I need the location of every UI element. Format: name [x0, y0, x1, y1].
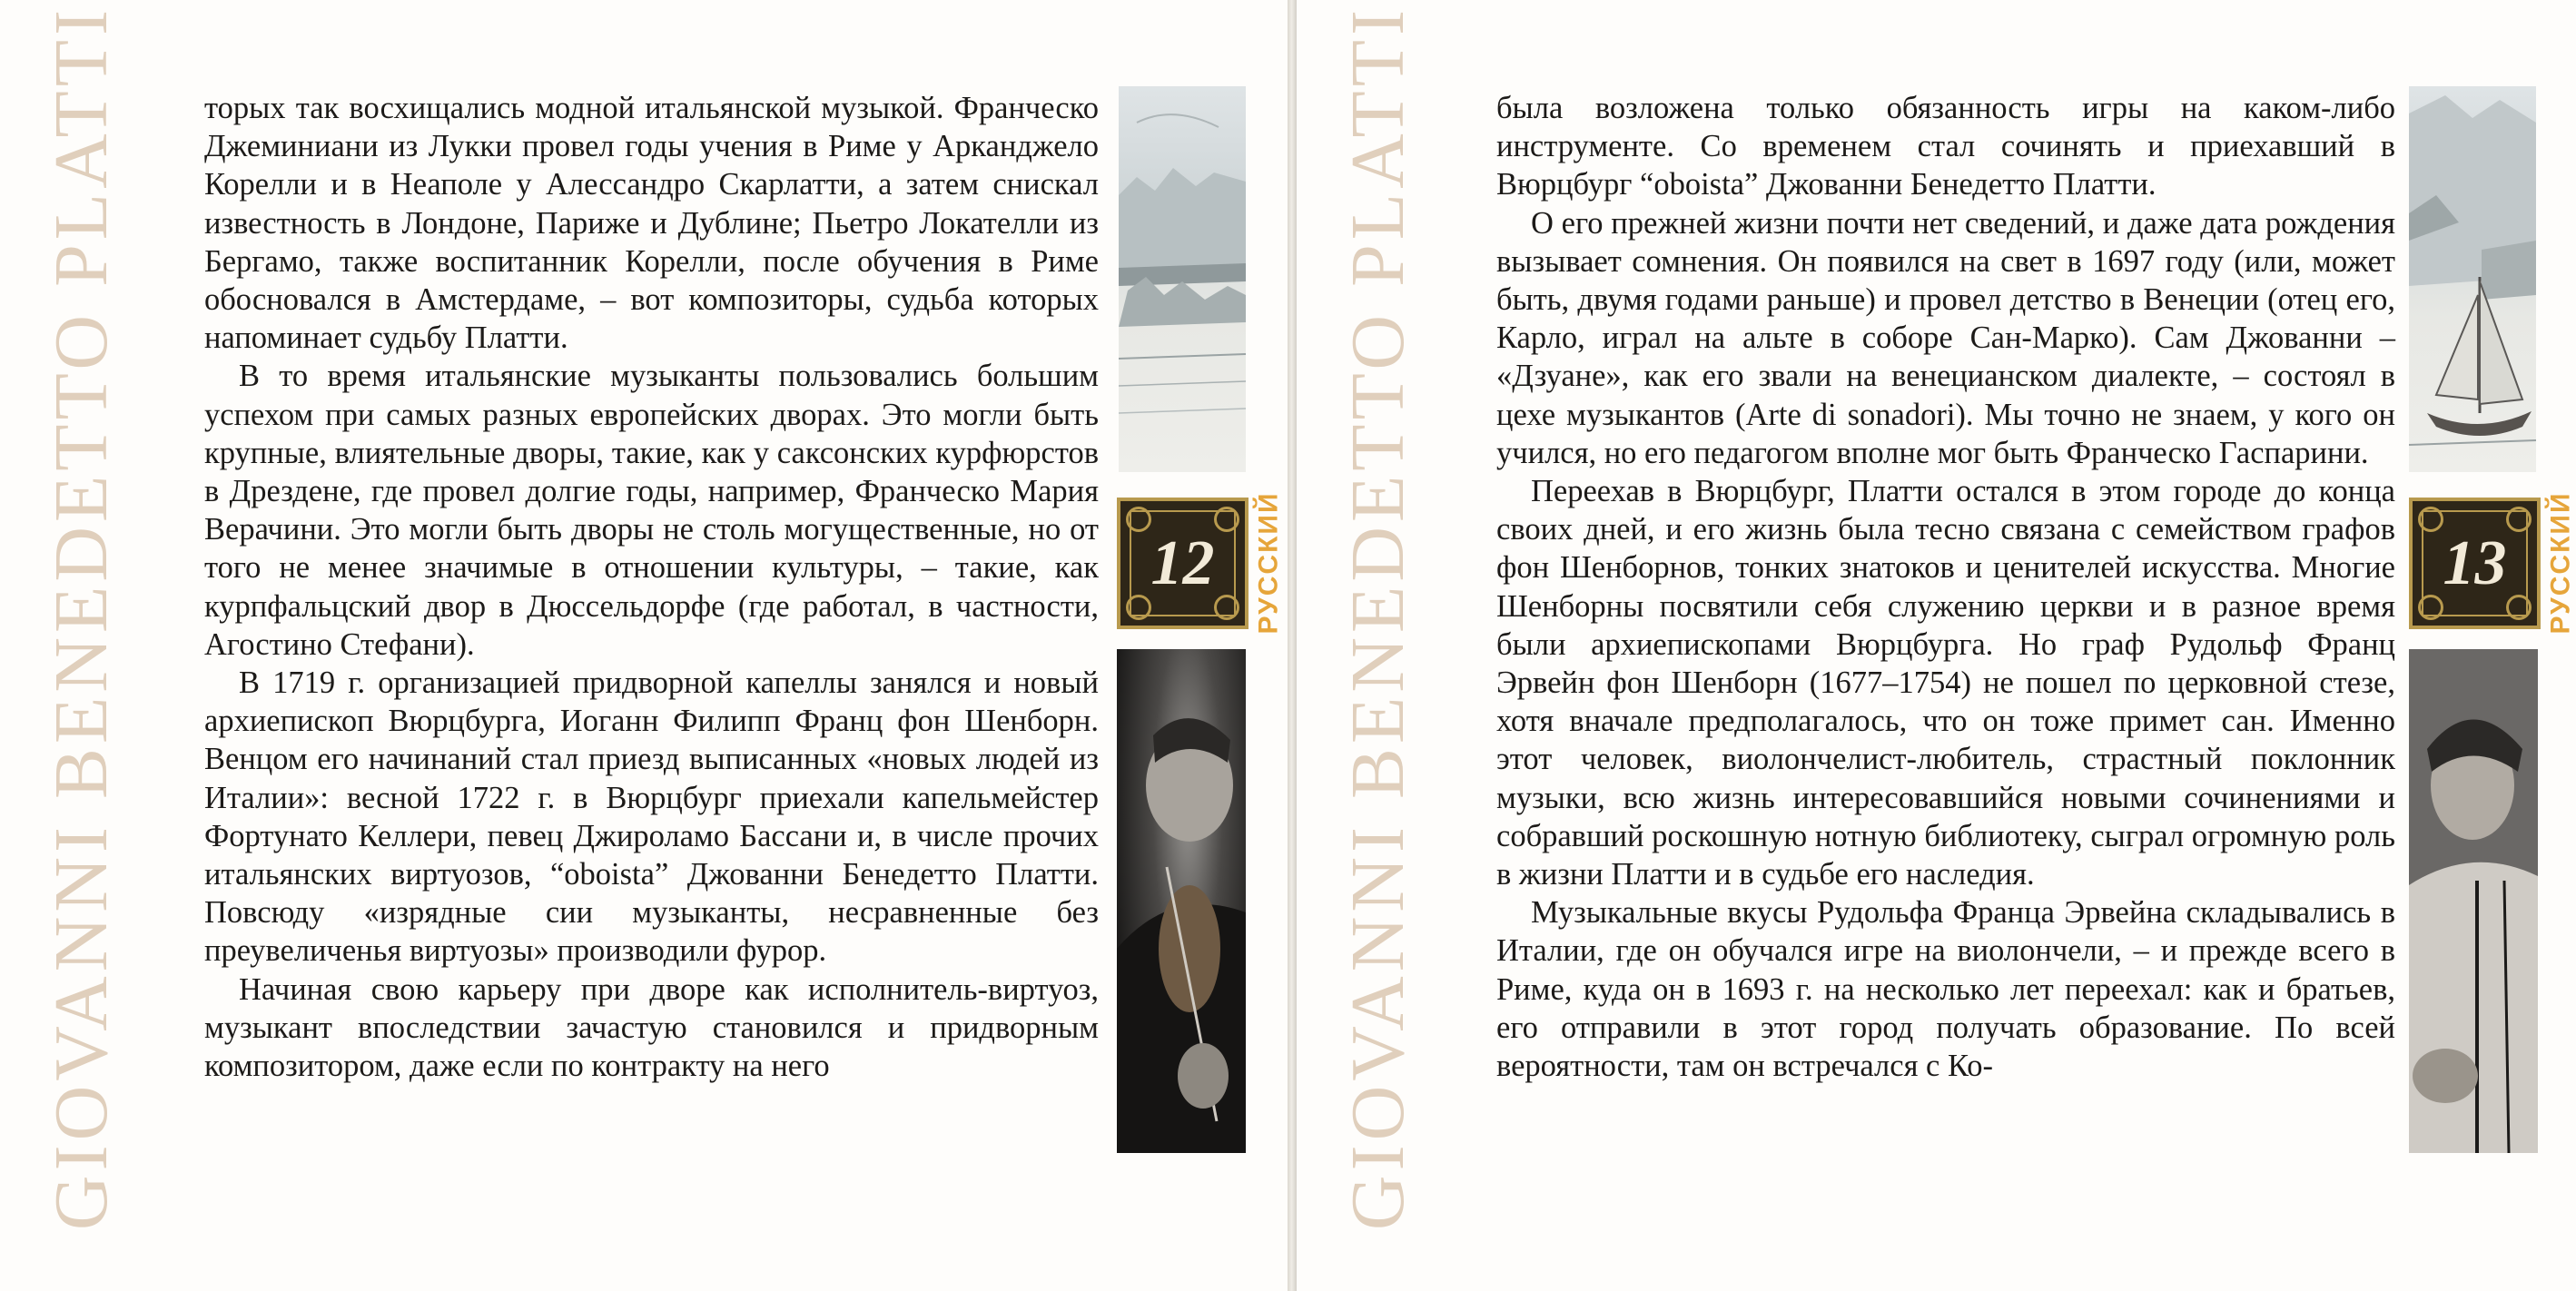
spine-title-text: GIOVANNI BENEDETTO PLATTI: [1336, 5, 1421, 1230]
cellist-photo-drawing: [2409, 649, 2538, 1153]
language-label-text: РУССКИЙ: [1254, 491, 1285, 635]
paragraph: Музыкальные вкусы Рудольфа Франца Эрвейна складывались в Италии, где он обучался игре на виолончели, – и прежде всего в Риме, куда он в 1693 г. на несколько лет переехал: как и братьев, его отправили в этот город получать образование. По всей вероятности, там он встречался с Ко-: [1496, 895, 2395, 1084]
sailing-ship-sketch-image: [2409, 86, 2536, 472]
page-number: 13: [2443, 527, 2507, 598]
paragraph: торых так восхищались модной итальянской музыкой. Франческо Джеминиани из Лукки провел годы учения в Риме у Арканджело Корелли и в Неаполе у Алессандро Скарлатти, а затем снискал известность в Лондоне, Париже и Дублине; Пьетро Локателли из Бергамо, также воспитанник Корелли, после обучения в Риме обосновался в Амстердаме, – вот композиторы, судьба которых напоминает судьбу Платти.: [204, 91, 1099, 356]
violinist-photo: [1117, 649, 1246, 1153]
paragraph: Переехав в Вюрцбург, Платти остался в этом городе до конца своих дней, и его жизнь была тесно связана с семейством графов фон Шенборнов, тонких знатоков и ценителей искусства. Многие Шенборны посвятили себя служению церкви и в разное время были архиепископами Вюрцбурга. Но граф Рудольф Франц Эрвейн фон Шенборн (1677–1754) не пошел по церковной стезе, хотя вначале предполагалось, что он тоже примет сан. Именно этот человек, виолончелист-любитель, страстный поклонник музыки, всю жизнь интересовавшийся новыми сочинениями и собравший роскошную нотную библиотеку, сыграл огромную роль в жизни Платти и в судьбе его наследия.: [1496, 474, 2395, 892]
violinist-photo-drawing: [1117, 649, 1246, 1153]
language-label: [2543, 491, 2576, 635]
paragraph: В 1719 г. организацией придворной капеллы занялся и новый архиепископ Вюрцбурга, Иоганн Филипп Франц фон Шенборн. Венцом его начинаний стал приезд выписанных «новых людей из Италии»: весной 1722 г. в Вюрцбург приехали капельмейстер Фортунато Келлери, певец Джироламо Бассани и, в числе прочих итальянских виртуозов, “oboista” Джованни Бенедетто Платти. Повсюду «изрядные сии музыканты, несравненные без преувеличенья виртуозы» производили фурор.: [204, 665, 1099, 969]
spine-title-text: GIOVANNI BENEDETTO PLATTI: [39, 5, 124, 1230]
text-column: [1496, 89, 2395, 1085]
paragraph: Начиная свою карьеру при дворе как исполнитель-виртуоз, музыкант впоследствии зачастую становился и придворным композитором, даже если по контракту на него: [204, 971, 1099, 1084]
paragraph: О его прежней жизни почти нет сведений, и даже дата рождения вызывает сомнения. Он появился на свет в 1697 году (или, может быть, двумя годами раньше) и провел детство в Венеции (отец его, Карло, играл на альте в соборе Сан-Марко). Сам Джованни – «Дзуане», как его звали на венецианском диалекте, – состоял в цехе музыкантов (Arte di sonadori). Мы точно не знаем, у кого он учился, но его педагогом вполне мог быть Франческо Гаспарини.: [1496, 205, 2395, 470]
paragraph: В то время итальянские музыканты пользовались большим успехом при самых разных европейских дворах. Это могли быть крупные, влиятельные дворы, такие, как у саксонских курфюрстов в Дрездене, где провел долгие годы, например, Франческо Мария Верачини. Это могли быть дворы не столь могущественные, но от того не менее значимые в отношении культуры, – такие, как курпфальцский двор в Дюссельдорфе (где работал, в частности, Агостино Стефани).: [204, 359, 1099, 662]
sailing-ship-drawing: [2409, 86, 2536, 472]
text-column: [204, 89, 1099, 1085]
harbor-sketch-drawing: [1119, 86, 1246, 472]
page-number-badge: [2409, 498, 2541, 629]
spine-title: [1324, 5, 1433, 1230]
language-label-text: РУССКИЙ: [2546, 491, 2576, 635]
harbor-sketch-image: [1119, 86, 1246, 472]
spine-title: [27, 5, 136, 1230]
right-page: [1297, 0, 2576, 1291]
page-number: 12: [1150, 527, 1215, 598]
badge-inner-frame: [1130, 510, 1236, 616]
badge-inner-frame: [2422, 510, 2528, 616]
cellist-photo: [2409, 649, 2538, 1153]
language-label: [1251, 491, 1288, 635]
paragraph: была возложена только обязанность игры на каком-либо инструменте. Со временем стал сочинять и приехавший в Вюрцбург “oboista” Джованни Бенедетто Платти.: [1496, 91, 2395, 202]
page-number-badge: [1117, 498, 1249, 629]
book-spine: [1288, 0, 1297, 1291]
